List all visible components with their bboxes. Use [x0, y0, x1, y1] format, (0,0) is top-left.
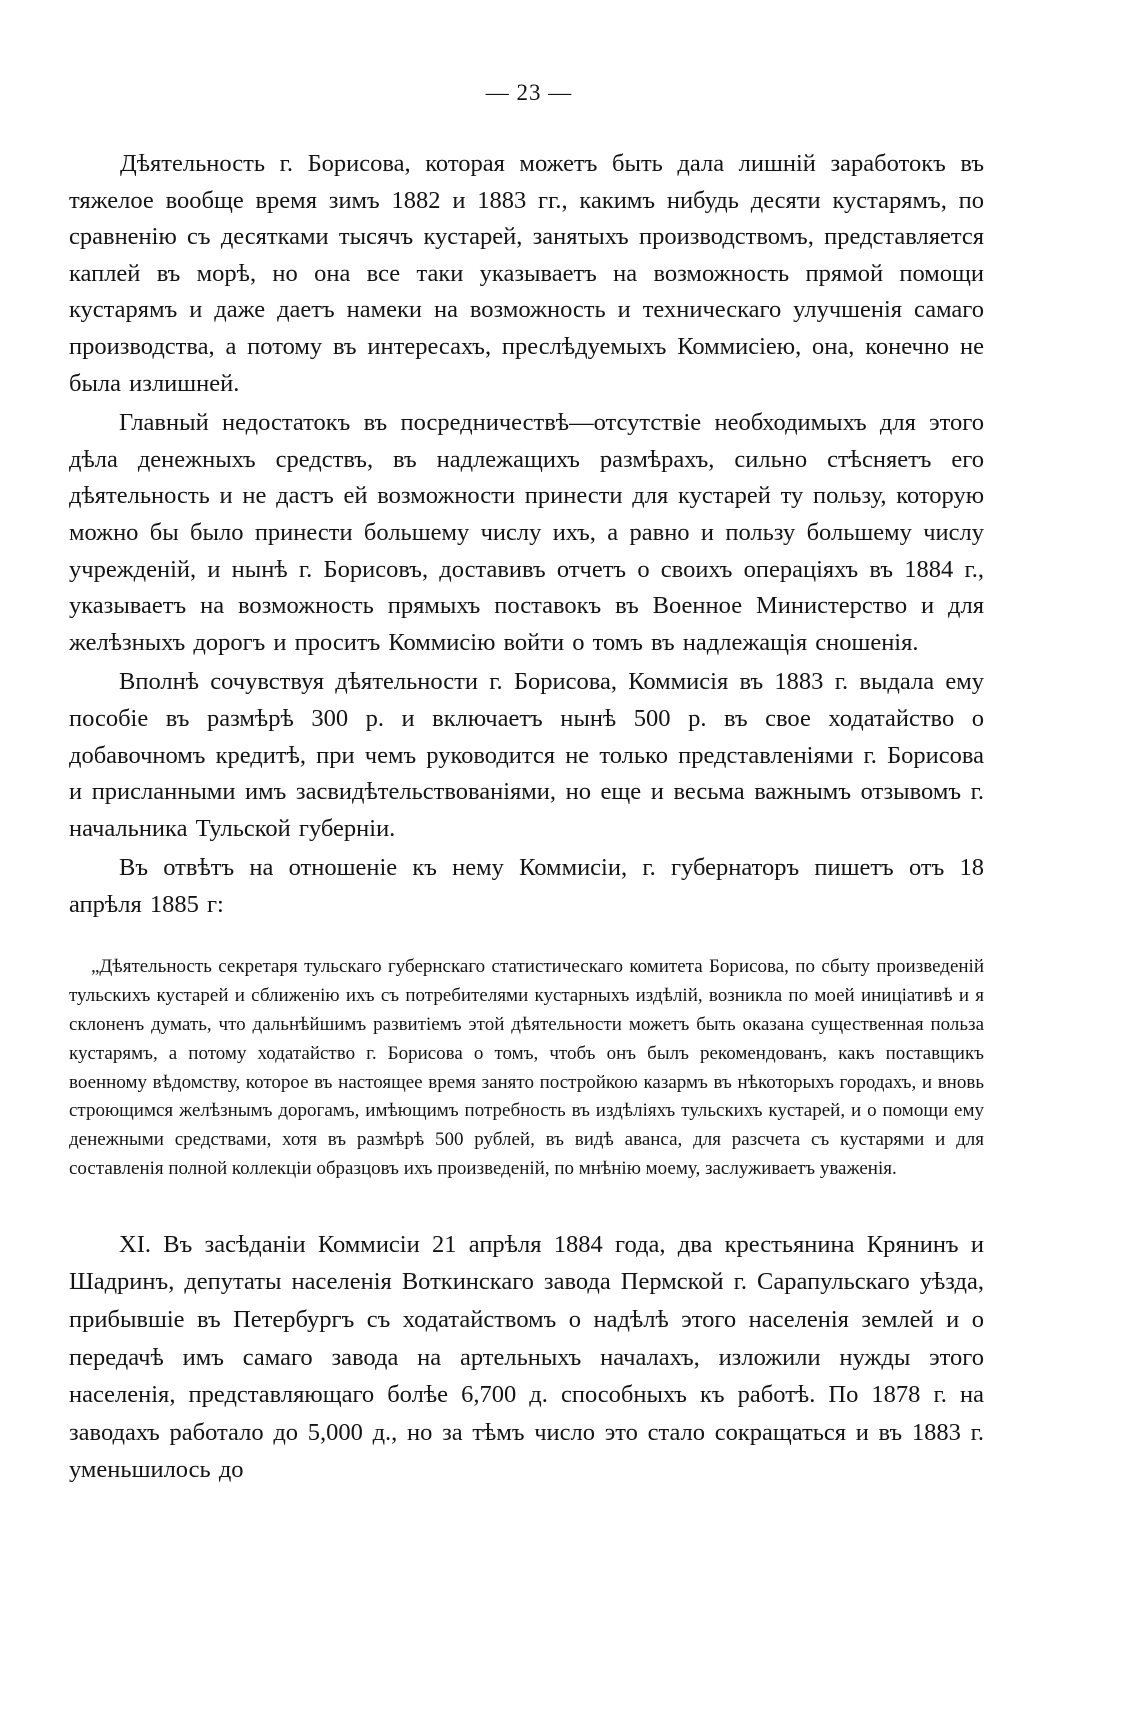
paragraph-main-shortcoming: Главный недостатокъ въ посредничествѣ—отсутствіе необходимыхъ для этого дѣла денежныхъ средствъ, въ надлежащихъ размѣрахъ, сильно стѣсняетъ его дѣятельность и не дастъ ей возможности принести для кустарей ту пользу, которую можно бы было принести большему числу ихъ, а равно и пользу большему числу учрежденій, и нынѣ г. Борисовъ, доставивъ отчетъ о своихъ операціяхъ въ 1884 г., указываетъ на возможность прямыхъ поставокъ въ Военное Министерство и для желѣзныхъ дорогъ и проситъ Коммисію войти о томъ въ надлежащія сношенія. [69, 409, 984, 656]
governor-quote: „Дѣятельность секретаря тульскаго губернскаго статистическаго комитета Борисова, по сбыту произведеній тульскихъ кустарей и сближенію ихъ съ потребителями кустарныхъ издѣлій, возникла по моей иниціативѣ и я склоненъ думать, что дальнѣйшимъ развитіемъ этой дѣятельности можетъ быть оказана существенная польза кустарямъ, а потому ходатайство г. Борисова о томъ, чтобъ онъ былъ рекомендованъ, какъ поставщикъ военному вѣдомству, которое въ настоящее время занято постройкою казармъ въ нѣкоторыхъ городахъ, и вновь строющимся желѣзнымъ дорогамъ, имѣющимъ потребность въ издѣліяхъ тульскихъ кустарей, и о помощи ему денежными средствами, хотя въ размѣрѣ 500 рублей, въ видѣ аванса, для разсчета съ кустарями и для составленія полной коллекціи образцовъ ихъ произведеній, по мнѣнію моему, заслуживаетъ уваженія. [69, 956, 984, 1180]
paragraph-governor-reply-intro: Въ отвѣтъ на отношеніе къ нему Коммисіи, г. губернаторъ пишетъ отъ 18 апрѣля 1885 г: [69, 854, 984, 918]
paragraph-borisov-activity: Дѣятельность г. Борисова, которая можетъ быть дала лишній заработокъ въ тяжелое вообще время зимъ 1882 и 1883 гг., какимъ нибудь десяти кустарямъ, по сравненію съ десятками тысячъ кустарей, занятыхъ производствомъ, представляется каплей въ морѣ, но она все таки указываетъ на возможность прямой помощи кустарямъ и даже даетъ намеки на возможность и техническаго улучшенія самаго производства, а потому въ интересахъ, преслѣдуемыхъ Коммисіею, она, конечно не была излишней. [69, 150, 984, 397]
paragraph-section-xi: XI. Въ засѣданіи Коммисіи 21 апрѣля 1884 года, два крестьянина Крянинъ и Шадринъ, депутаты населенія Воткинскаго завода Пермской г. Сарапульскаго уѣзда, прибывшіе въ Петербургъ съ ходатайствомъ о надѣлѣ этого населенія землей и о передачѣ имъ самаго завода на артельныхъ началахъ, изложили нужды этого населенія, представляющаго болѣе 6,700 д. способныхъ къ работѣ. По 1878 г. на заводахъ работало до 5,000 д., но за тѣмъ число это стало сокращаться и въ 1883 г. уменьшилось до [69, 1230, 984, 1484]
paragraph-commission-support: Вполнѣ сочувствуя дѣятельности г. Борисова, Коммисія въ 1883 г. выдала ему пособіе въ размѣрѣ 300 р. и включаетъ нынѣ 500 р. въ свое ходатайство о добавочномъ кредитѣ, при чемъ руководится не только представленіями г. Борисова и присланными имъ засвидѣтельствованіями, но еще и весьма важнымъ отзывомъ г. начальника Тульской губерніи. [69, 668, 984, 842]
page-number: — 23 — [485, 80, 573, 105]
page-body [69, 146, 984, 1489]
